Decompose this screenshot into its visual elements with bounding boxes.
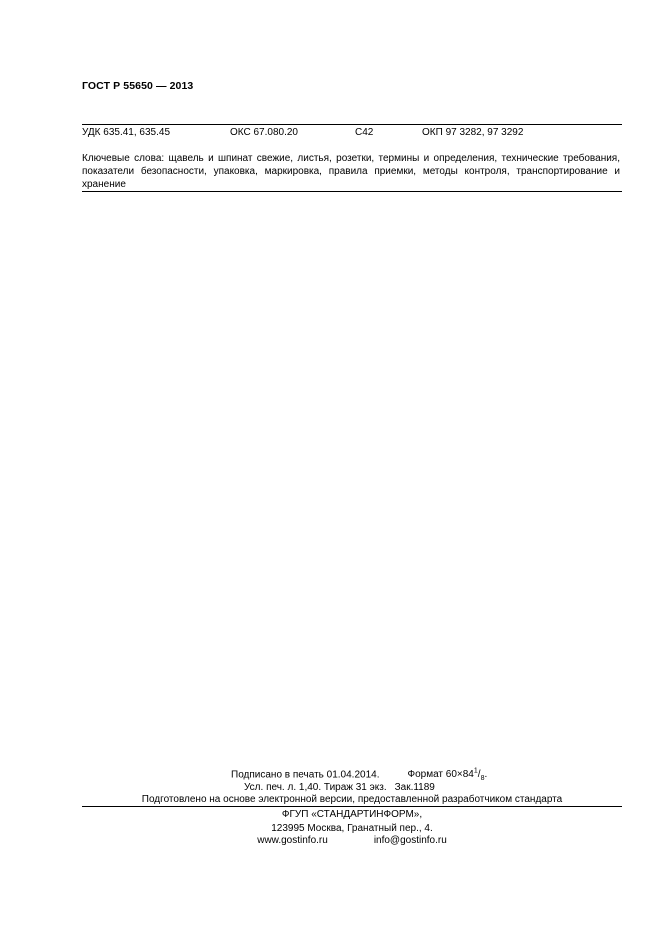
top-divider xyxy=(82,124,622,125)
publisher-address: 123995 Москва, Гранатный пер., 4. xyxy=(271,823,433,834)
publisher-contacts xyxy=(82,835,622,846)
group-code: С42 xyxy=(355,127,374,138)
paper-format xyxy=(407,768,488,783)
format-end: . xyxy=(484,769,488,781)
oks-code: ОКС 67.080.20 xyxy=(230,127,298,138)
okp-code: ОКП 97 3282, 97 3292 xyxy=(422,127,524,138)
print-sheets: Усл. печ. л. 1,40. Тираж 31 экз. xyxy=(244,782,387,793)
signed-date: Подписано в печать 01.04.2014. xyxy=(231,769,380,781)
signed-line xyxy=(231,768,487,782)
format-prefix: Формат 60×84 xyxy=(407,769,474,781)
classification-row xyxy=(82,127,622,141)
udk-code: УДК 635.41, 635.45 xyxy=(82,127,171,138)
prepared-note: Подготовлено на основе электронной версии, предоставленной разработчиком стандарта xyxy=(141,794,563,805)
publisher-name: ФГУП «СТАНДАРТИНФОРМ», xyxy=(281,809,423,820)
format-slash: / xyxy=(477,769,481,781)
print-line xyxy=(244,782,435,793)
imprint-divider xyxy=(82,806,622,807)
keywords-paragraph: Ключевые слова: щавель и шпинат свежие, листья, розетки, термины и определения, технические требования, показатели безопасности, упаковка, маркировка, правила приемки, методы контроля, транспортирование и хранение xyxy=(82,153,620,190)
keywords-divider xyxy=(82,191,622,192)
format-sup: 1 xyxy=(473,768,478,775)
email-link[interactable]: info@gostinfo.ru xyxy=(373,835,447,846)
format-sub: 8 xyxy=(480,775,485,783)
document-code: ГОСТ Р 55650 — 2013 xyxy=(82,80,194,92)
order-number: Зак.1189 xyxy=(394,782,435,793)
website-link[interactable]: www.gostinfo.ru xyxy=(257,835,328,846)
